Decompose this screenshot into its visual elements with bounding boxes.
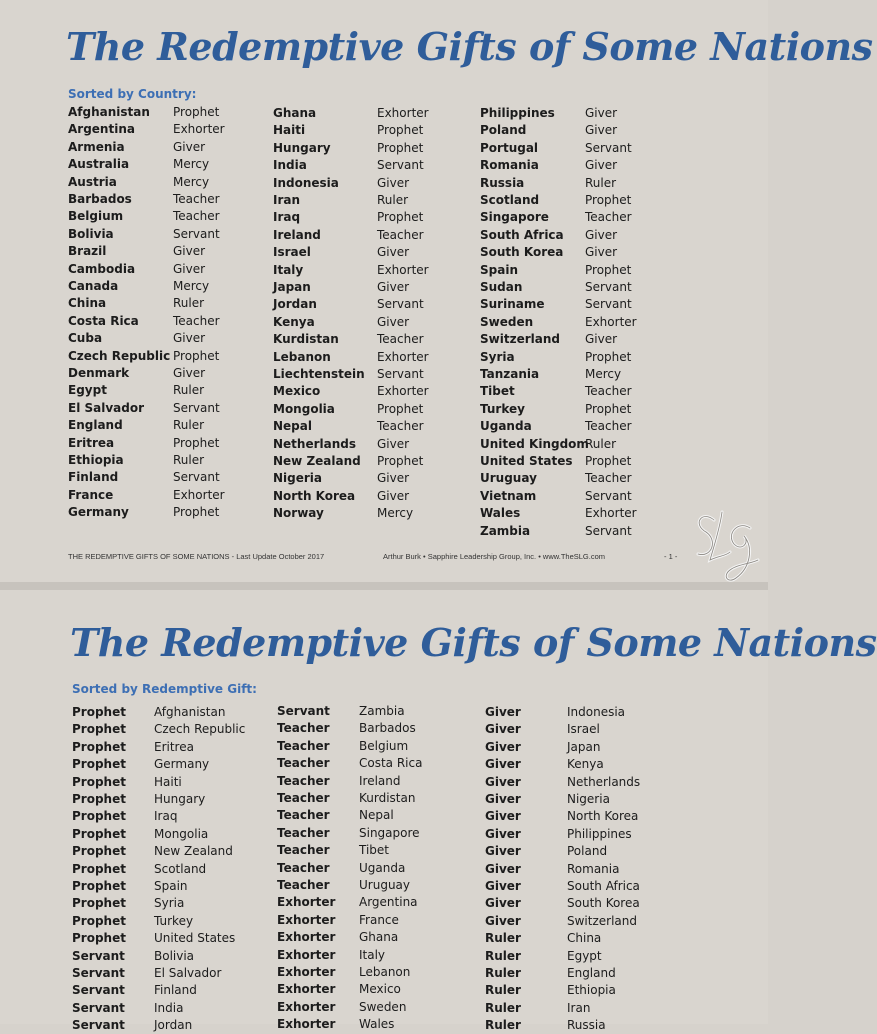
country-name: Israel bbox=[567, 722, 600, 737]
country-name: Ireland bbox=[273, 227, 321, 242]
country-name: Zambia bbox=[359, 704, 405, 718]
country-name: United Kingdom bbox=[480, 436, 589, 451]
gift-name: Prophet bbox=[585, 262, 632, 277]
gift-name: Mercy bbox=[173, 279, 210, 293]
gift-name: Giver bbox=[377, 488, 410, 503]
gift-name: Prophet bbox=[72, 931, 126, 946]
country-name: Kurdistan bbox=[359, 791, 416, 805]
country-name: Israel bbox=[273, 245, 311, 260]
country-name: Wales bbox=[480, 506, 521, 521]
country-name: Sweden bbox=[480, 314, 534, 329]
country-name: Canada bbox=[68, 279, 119, 293]
gift-name: Teacher bbox=[173, 209, 220, 224]
gift-name: Giver bbox=[377, 245, 410, 260]
gift-name: Teacher bbox=[377, 419, 424, 434]
country-name: Iraq bbox=[273, 210, 301, 225]
gift-name: Prophet bbox=[173, 348, 220, 363]
country-name: Kenya bbox=[567, 757, 604, 772]
gift-name: Mercy bbox=[173, 174, 210, 189]
country-name: France bbox=[68, 487, 114, 502]
country-name: United States bbox=[154, 931, 236, 946]
gift-name: Giver bbox=[173, 366, 206, 380]
gift-name: Giver bbox=[173, 261, 206, 276]
gift-name: Giver bbox=[485, 809, 521, 824]
country-name: Hungary bbox=[273, 140, 331, 155]
country-name: Kurdistan bbox=[273, 332, 339, 347]
gift-name: Exhorter bbox=[377, 106, 429, 120]
country-name: Brazil bbox=[68, 244, 107, 259]
country-name: India bbox=[273, 158, 307, 173]
sort-by-gift-label: Sorted by Redemptive Gift: bbox=[72, 682, 257, 696]
country-name: Mongolia bbox=[273, 401, 335, 416]
gift-name: Teacher bbox=[173, 313, 220, 328]
gift-name: Giver bbox=[585, 106, 618, 120]
gift-name: Prophet bbox=[377, 140, 424, 155]
country-name: Afghanistan bbox=[154, 705, 226, 719]
country-name: Ghana bbox=[273, 106, 317, 120]
country-name: Japan bbox=[567, 739, 601, 754]
gift-name: Prophet bbox=[72, 792, 126, 806]
gift-name: Ruler bbox=[485, 1018, 521, 1033]
gift-name: Teacher bbox=[277, 860, 330, 875]
gift-name: Teacher bbox=[173, 192, 220, 206]
gift-name: Servant bbox=[585, 297, 632, 312]
footer-title: THE REDEMPTIVE GIFTS OF SOME NATIONS - Last Update October 2017 bbox=[68, 552, 325, 561]
country-name: Uganda bbox=[480, 419, 532, 434]
gift-name: Exhorter bbox=[277, 965, 336, 979]
gift-name: Exhorter bbox=[277, 999, 336, 1014]
gift-name: Servant bbox=[377, 158, 424, 173]
gift-name: Giver bbox=[377, 471, 410, 486]
country-name: Tibet bbox=[480, 384, 515, 399]
country-name: Singapore bbox=[359, 825, 420, 840]
gift-name: Servant bbox=[377, 367, 424, 381]
gift-name: Ruler bbox=[485, 1000, 521, 1015]
gift-name: Teacher bbox=[277, 773, 330, 788]
country-name: El Salvador bbox=[68, 400, 145, 415]
country-name: Philippines bbox=[567, 826, 632, 841]
country-name: Austria bbox=[68, 174, 117, 189]
gift-name: Ruler bbox=[485, 966, 521, 980]
gift-name: Teacher bbox=[585, 471, 632, 486]
country-name: Afghanistan bbox=[68, 105, 150, 119]
gift-name: Giver bbox=[173, 139, 206, 154]
country-name: Switzerland bbox=[567, 913, 637, 928]
country-name: North Korea bbox=[567, 809, 639, 824]
gift-name: Giver bbox=[485, 826, 521, 841]
country-name: Turkey bbox=[480, 401, 525, 416]
country-name: Poland bbox=[567, 844, 608, 859]
gift-name: Exhorter bbox=[277, 895, 336, 910]
country-name: Germany bbox=[68, 505, 129, 520]
gift-name: Teacher bbox=[377, 227, 424, 242]
country-name: Tibet bbox=[359, 843, 389, 858]
gift-name: Giver bbox=[485, 861, 521, 876]
country-name: Sweden bbox=[359, 999, 407, 1014]
country-name: Mexico bbox=[359, 982, 401, 997]
country-name: Italy bbox=[359, 947, 386, 962]
gift-name: Prophet bbox=[72, 913, 126, 928]
country-name: Russia bbox=[567, 1018, 606, 1033]
country-name: Ireland bbox=[359, 773, 401, 788]
country-name: Iran bbox=[273, 193, 301, 207]
gift-name: Giver bbox=[485, 844, 521, 859]
country-name: Lebanon bbox=[359, 965, 411, 979]
country-name: Singapore bbox=[480, 210, 549, 225]
country-name: Eritrea bbox=[68, 435, 115, 450]
country-name: Barbados bbox=[359, 721, 416, 736]
country-name: Nepal bbox=[273, 419, 312, 434]
country-name: Mexico bbox=[273, 384, 321, 399]
country-name: Ethiopia bbox=[68, 453, 124, 467]
country-name: France bbox=[359, 912, 399, 927]
country-name: Ghana bbox=[359, 930, 399, 945]
gift-name: Ruler bbox=[173, 383, 205, 398]
gift-name: Prophet bbox=[377, 123, 424, 138]
gift-name: Prophet bbox=[72, 861, 126, 876]
gift-name: Giver bbox=[377, 280, 410, 294]
gift-name: Prophet bbox=[72, 739, 126, 754]
gift-name: Prophet bbox=[72, 826, 126, 841]
gift-name: Giver bbox=[485, 757, 521, 772]
gift-name: Servant bbox=[585, 523, 632, 538]
gift-name: Mercy bbox=[173, 157, 210, 172]
footer-page-number: - 1 - bbox=[664, 552, 678, 561]
country-name: Netherlands bbox=[273, 436, 357, 451]
gift-name: Exhorter bbox=[377, 384, 429, 399]
country-name: Uruguay bbox=[480, 471, 537, 486]
country-name: England bbox=[567, 966, 616, 980]
country-name: Romania bbox=[480, 158, 539, 173]
gift-name: Prophet bbox=[173, 505, 220, 520]
gift-name: Prophet bbox=[72, 705, 126, 719]
gift-name: Teacher bbox=[277, 738, 330, 753]
page-title: The Redemptive Gifts of Some Nations bbox=[66, 24, 873, 69]
country-name: Eritrea bbox=[154, 739, 194, 754]
country-name: Argentina bbox=[359, 895, 418, 910]
country-name: Scotland bbox=[480, 193, 540, 207]
gift-name: Exhorter bbox=[277, 1017, 336, 1032]
gift-name: Prophet bbox=[377, 210, 424, 225]
country-name: Hungary bbox=[154, 792, 206, 806]
country-name: China bbox=[68, 296, 107, 311]
gift-name: Servant bbox=[585, 280, 632, 294]
country-name: Mongolia bbox=[154, 826, 209, 841]
gift-name: Ruler bbox=[585, 436, 617, 451]
gift-name: Giver bbox=[485, 722, 521, 737]
country-name: Belgium bbox=[68, 209, 124, 224]
gift-name: Exhorter bbox=[173, 487, 225, 502]
gift-name: Servant bbox=[173, 226, 220, 241]
gift-name: Exhorter bbox=[173, 122, 225, 137]
gift-name: Giver bbox=[485, 792, 521, 806]
gift-name: Prophet bbox=[72, 896, 126, 911]
gift-name: Exhorter bbox=[377, 349, 429, 364]
slg-logo-icon bbox=[684, 498, 764, 588]
country-name: Germany bbox=[154, 757, 210, 772]
gift-name: Exhorter bbox=[277, 982, 336, 997]
country-name: Nigeria bbox=[273, 471, 323, 486]
country-name: Finland bbox=[68, 470, 119, 485]
country-name: Uganda bbox=[359, 860, 406, 875]
gift-name: Giver bbox=[485, 739, 521, 754]
gift-name: Prophet bbox=[72, 722, 126, 737]
gift-name: Teacher bbox=[585, 384, 632, 399]
country-name: Philippines bbox=[480, 106, 555, 120]
gift-name: Servant bbox=[585, 140, 632, 155]
gift-name: Exhorter bbox=[277, 947, 336, 962]
gift-name: Giver bbox=[585, 245, 618, 260]
country-name: North Korea bbox=[273, 488, 356, 503]
country-name: Indonesia bbox=[567, 705, 626, 719]
gift-name: Giver bbox=[485, 879, 521, 893]
country-name: England bbox=[68, 418, 123, 433]
gift-name: Prophet bbox=[377, 454, 424, 468]
gift-name: Prophet bbox=[585, 454, 632, 468]
gift-name: Prophet bbox=[72, 757, 126, 772]
footer-credit: Arthur Burk • Sapphire Leadership Group, Inc. • www.TheSLG.com bbox=[383, 552, 606, 561]
country-name: Lebanon bbox=[273, 349, 331, 364]
gift-name: Teacher bbox=[585, 419, 632, 434]
gift-name: Servant bbox=[72, 983, 125, 998]
gift-name: Ruler bbox=[377, 193, 409, 207]
country-name: Switzerland bbox=[480, 332, 560, 347]
page-title: The Redemptive Gifts of Some Nations bbox=[70, 620, 877, 665]
country-name: Liechtenstein bbox=[273, 367, 365, 381]
country-name: South Korea bbox=[480, 245, 564, 260]
gift-name: Teacher bbox=[277, 825, 330, 840]
country-name: Poland bbox=[480, 123, 527, 138]
gift-name: Prophet bbox=[72, 879, 126, 893]
gift-name: Exhorter bbox=[377, 262, 429, 277]
gift-name: Servant bbox=[173, 470, 220, 485]
gift-name: Giver bbox=[585, 158, 618, 173]
country-name: Sudan bbox=[480, 280, 523, 294]
country-name: Italy bbox=[273, 262, 304, 277]
country-name: Portugal bbox=[480, 140, 539, 155]
country-name: Japan bbox=[273, 280, 311, 294]
gift-name: Giver bbox=[377, 314, 410, 329]
country-name: Jordan bbox=[273, 297, 317, 312]
country-name: Haiti bbox=[154, 774, 182, 789]
gift-name: Giver bbox=[485, 774, 521, 789]
country-name: Barbados bbox=[68, 192, 132, 206]
page-two bbox=[0, 590, 877, 1033]
gift-name: Ruler bbox=[485, 983, 521, 998]
gift-name: Giver bbox=[585, 332, 618, 347]
country-name: New Zealand bbox=[273, 454, 361, 468]
country-name: Bolivia bbox=[68, 226, 114, 241]
country-name: Cambodia bbox=[68, 261, 136, 276]
country-name: Cuba bbox=[68, 331, 103, 346]
country-name: Bolivia bbox=[154, 948, 195, 963]
gift-name: Mercy bbox=[585, 367, 622, 381]
gift-name: Teacher bbox=[585, 210, 632, 225]
gift-name: Mercy bbox=[377, 506, 414, 521]
gift-name: Prophet bbox=[72, 844, 126, 859]
sort-by-country-label: Sorted by Country: bbox=[68, 87, 197, 101]
country-name: China bbox=[567, 931, 602, 946]
country-name: Egypt bbox=[68, 383, 107, 398]
gift-name: Prophet bbox=[173, 435, 220, 450]
gift-name: Giver bbox=[585, 123, 618, 138]
country-name: Romania bbox=[567, 861, 620, 876]
country-name: New Zealand bbox=[154, 844, 233, 859]
gift-name: Teacher bbox=[277, 808, 330, 823]
country-name: Armenia bbox=[68, 139, 125, 154]
country-name: Kenya bbox=[273, 314, 315, 329]
gift-name: Servant bbox=[72, 966, 125, 980]
country-name: Costa Rica bbox=[359, 756, 423, 771]
gift-name: Exhorter bbox=[277, 912, 336, 927]
country-name: Syria bbox=[480, 349, 515, 364]
gift-name: Exhorter bbox=[277, 930, 336, 945]
gift-name: Ruler bbox=[173, 296, 205, 311]
gift-name: Ruler bbox=[585, 175, 617, 190]
country-name: Scotland bbox=[154, 861, 207, 876]
country-name: Iraq bbox=[154, 809, 178, 824]
gift-name: Prophet bbox=[585, 193, 632, 207]
gift-name: Giver bbox=[585, 227, 618, 242]
country-name: El Salvador bbox=[154, 966, 222, 980]
gift-name: Servant bbox=[72, 948, 125, 963]
gift-name: Servant bbox=[72, 1018, 125, 1033]
gift-name: Teacher bbox=[277, 878, 330, 892]
country-name: Zambia bbox=[480, 523, 531, 538]
gift-name: Prophet bbox=[173, 105, 220, 119]
country-name: Belgium bbox=[359, 738, 409, 753]
gift-name: Giver bbox=[173, 244, 206, 259]
gift-name: Prophet bbox=[72, 809, 126, 824]
country-name: Czech Republic bbox=[68, 348, 171, 363]
gift-name: Giver bbox=[485, 913, 521, 928]
gift-name: Giver bbox=[377, 175, 410, 190]
gift-name: Prophet bbox=[585, 349, 632, 364]
country-name: United States bbox=[480, 454, 573, 468]
gift-name: Servant bbox=[173, 400, 220, 415]
country-name: Czech Republic bbox=[154, 722, 246, 737]
country-name: South Korea bbox=[567, 896, 640, 911]
country-name: Haiti bbox=[273, 123, 306, 138]
country-name: Costa Rica bbox=[68, 313, 139, 328]
country-name: Syria bbox=[154, 896, 185, 911]
gift-name: Exhorter bbox=[585, 506, 637, 521]
country-name: Denmark bbox=[68, 366, 130, 380]
gift-name: Servant bbox=[277, 704, 330, 718]
country-name: South Africa bbox=[480, 227, 564, 242]
country-name: Finland bbox=[154, 983, 197, 998]
gift-name: Ruler bbox=[485, 948, 521, 963]
country-name: South Africa bbox=[567, 879, 640, 893]
gift-name: Servant bbox=[585, 488, 632, 503]
country-name: Iran bbox=[567, 1000, 591, 1015]
gift-name: Ruler bbox=[173, 418, 205, 433]
country-name: India bbox=[154, 1000, 184, 1015]
gift-name: Ruler bbox=[173, 453, 205, 467]
country-name: Australia bbox=[68, 157, 130, 172]
gift-name: Servant bbox=[377, 297, 424, 312]
country-name: Argentina bbox=[68, 122, 135, 137]
country-name: Wales bbox=[359, 1017, 395, 1032]
gift-name: Giver bbox=[173, 331, 206, 346]
gift-name: Ruler bbox=[485, 931, 521, 946]
country-name: Spain bbox=[480, 262, 518, 277]
country-name: Indonesia bbox=[273, 175, 339, 190]
gift-name: Teacher bbox=[277, 843, 330, 858]
gift-name: Teacher bbox=[277, 791, 330, 805]
gift-name: Prophet bbox=[377, 401, 424, 416]
country-name: Nigeria bbox=[567, 792, 610, 806]
country-name: Spain bbox=[154, 879, 188, 893]
country-name: Egypt bbox=[567, 948, 602, 963]
gift-name: Teacher bbox=[277, 721, 330, 736]
country-name: Suriname bbox=[480, 297, 545, 312]
country-name: Vietnam bbox=[480, 488, 537, 503]
country-name: Tanzania bbox=[480, 367, 540, 381]
gift-name: Teacher bbox=[377, 332, 424, 347]
gift-name: Giver bbox=[485, 705, 521, 719]
country-name: Ethiopia bbox=[567, 983, 616, 998]
country-name: Uruguay bbox=[359, 878, 410, 892]
gift-name: Prophet bbox=[72, 774, 126, 789]
country-name: Russia bbox=[480, 175, 525, 190]
country-name: Netherlands bbox=[567, 774, 641, 789]
gift-name: Giver bbox=[377, 436, 410, 451]
country-name: Norway bbox=[273, 506, 324, 521]
country-name: Jordan bbox=[154, 1018, 193, 1033]
gift-name: Prophet bbox=[585, 401, 632, 416]
country-name: Turkey bbox=[154, 913, 194, 928]
gift-name: Teacher bbox=[277, 756, 330, 771]
gift-name: Giver bbox=[485, 896, 521, 911]
country-name: Nepal bbox=[359, 808, 394, 823]
gift-name: Servant bbox=[72, 1000, 125, 1015]
gift-name: Exhorter bbox=[585, 314, 637, 329]
